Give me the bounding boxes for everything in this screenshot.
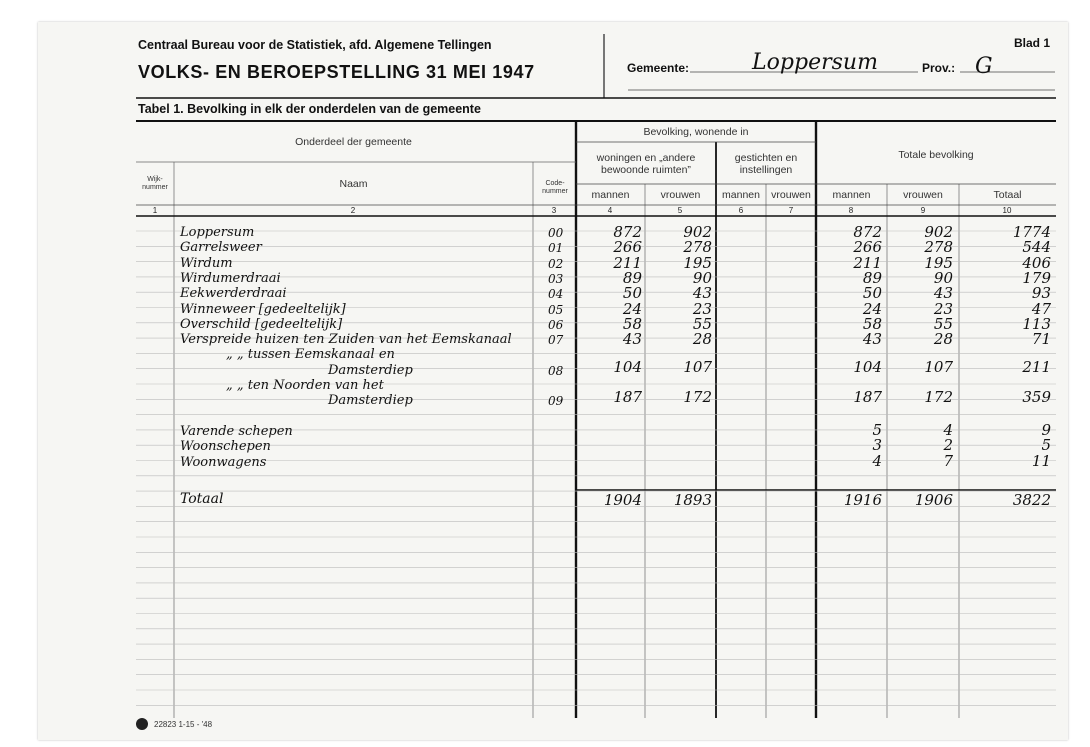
row-value-t: 5 bbox=[1041, 436, 1051, 455]
row-value-tm: 50 bbox=[862, 284, 882, 303]
row-value-t: 93 bbox=[1031, 284, 1051, 303]
cbs-logo-icon bbox=[136, 718, 148, 730]
row-value-tm: 24 bbox=[862, 299, 882, 318]
row-value-tv: 23 bbox=[933, 299, 953, 318]
row-value-tm: 872 bbox=[853, 223, 882, 241]
mannen-header-6: mannen bbox=[722, 189, 760, 201]
row-code: 02 bbox=[548, 256, 564, 271]
row-code: 01 bbox=[548, 241, 564, 256]
vrouwen-header-7: vrouwen bbox=[771, 189, 811, 201]
colnum-9: 9 bbox=[920, 206, 926, 215]
row-code: 06 bbox=[548, 317, 564, 332]
row-value-tm: 211 bbox=[853, 253, 882, 272]
province-value: G bbox=[975, 54, 993, 79]
row-value-tv: 278 bbox=[924, 238, 953, 257]
row-value-tm: 187 bbox=[853, 388, 882, 407]
naam-header: Naam bbox=[339, 178, 368, 190]
colnum-8: 8 bbox=[848, 206, 854, 215]
row-value-m: 211 bbox=[613, 253, 642, 272]
onderdeel-header: Onderdeel der gemeente bbox=[295, 136, 412, 148]
row-value-v: 107 bbox=[683, 357, 712, 376]
row-value-t: 11 bbox=[1031, 451, 1051, 470]
row-value-m: 58 bbox=[622, 314, 642, 333]
row-name: Loppersum bbox=[180, 225, 255, 240]
row-value-tm: 58 bbox=[862, 314, 882, 333]
row-value-t: 1774 bbox=[1012, 223, 1051, 241]
mannen-header-8: mannen bbox=[832, 189, 871, 201]
row-value-v: 28 bbox=[692, 330, 712, 349]
row-name-line1: „ „ tussen Eemskanaal en bbox=[226, 347, 395, 363]
row-value-tv: 902 bbox=[924, 223, 953, 241]
colnum-6: 6 bbox=[738, 206, 744, 215]
row-value-tm: 4 bbox=[872, 451, 882, 470]
row-name: Winneweer [gedeeltelijk] bbox=[180, 301, 346, 317]
colnum-3: 3 bbox=[551, 206, 557, 215]
form-footer-code: 22823 1-15 - '48 bbox=[154, 720, 213, 729]
row-value-v: 90 bbox=[692, 268, 712, 287]
row-value-t: 179 bbox=[1022, 268, 1051, 287]
row-value-tv: 172 bbox=[924, 388, 953, 407]
row-value-tm: 266 bbox=[853, 238, 882, 257]
row-value-m: 43 bbox=[622, 330, 642, 349]
row-name-line2: Damsterdiep bbox=[328, 393, 413, 409]
row-code: 03 bbox=[548, 271, 564, 286]
totale-bevolking-header: Totale bevolking bbox=[898, 149, 974, 161]
row-name: Woonwagens bbox=[180, 454, 267, 470]
row-value-tv: 55 bbox=[933, 314, 953, 333]
row-value-m: 50 bbox=[622, 284, 642, 303]
row-value-v: 43 bbox=[692, 284, 712, 303]
row-value-tm: 104 bbox=[853, 357, 882, 376]
row-value-t: 544 bbox=[1022, 238, 1051, 257]
row-value-v: 23 bbox=[692, 299, 712, 318]
row-value-t: 406 bbox=[1022, 253, 1051, 272]
gestichten-header: gestichten en instellingen bbox=[734, 152, 798, 176]
row-value-tv: 195 bbox=[924, 253, 953, 272]
row-value-m: 872 bbox=[613, 223, 642, 241]
row-name: Varende schepen bbox=[180, 423, 293, 439]
gemeente-label: Gemeente: bbox=[627, 61, 690, 75]
row-code: 08 bbox=[548, 363, 564, 378]
mannen-header-4: mannen bbox=[591, 189, 630, 201]
row-value-tv: 7 bbox=[943, 451, 953, 470]
wijk-header: Wijk-nummer bbox=[142, 176, 168, 191]
row-value-tv: 90 bbox=[933, 268, 953, 287]
row-value-t: 113 bbox=[1022, 314, 1051, 333]
row-value-tv: 43 bbox=[933, 284, 953, 303]
row-value-tm: 89 bbox=[862, 268, 882, 287]
row-name: Verspreide huizen ten Zuiden van het Eemskanaal bbox=[180, 332, 512, 348]
gemeente-value: Loppersum bbox=[752, 50, 878, 75]
colnum-2: 2 bbox=[350, 206, 356, 215]
totals-value-tm: 1916 bbox=[843, 491, 882, 509]
row-code: 04 bbox=[548, 287, 564, 302]
row-name: Garrelsweer bbox=[180, 240, 262, 256]
row-name-line2: Damsterdiep bbox=[328, 362, 413, 378]
totaal-header: Totaal bbox=[993, 189, 1022, 201]
organization-name: Centraal Bureau voor de Statistiek, afd. Algemene Tellingen bbox=[138, 38, 492, 52]
colnum-7: 7 bbox=[788, 206, 794, 215]
province-label: Prov.: bbox=[922, 61, 956, 75]
totals-value-m: 1904 bbox=[603, 491, 642, 509]
totals-value-v: 1893 bbox=[673, 491, 712, 509]
totals-value-t: 3822 bbox=[1012, 491, 1051, 509]
row-name-line1: „ „ ten Noorden van het bbox=[226, 378, 384, 393]
row-value-tm: 3 bbox=[872, 436, 882, 455]
row-value-v: 55 bbox=[692, 314, 712, 333]
row-code: 09 bbox=[548, 394, 564, 409]
colnum-1: 1 bbox=[152, 206, 158, 215]
totals-value-tv: 1906 bbox=[914, 491, 953, 509]
row-value-tv: 4 bbox=[943, 420, 953, 439]
bevolking-wonende-header: Bevolking, wonende in bbox=[643, 126, 749, 138]
row-value-tv: 28 bbox=[933, 330, 953, 349]
row-code: 00 bbox=[548, 226, 564, 240]
row-value-tm: 5 bbox=[872, 420, 882, 439]
row-value-t: 359 bbox=[1022, 388, 1051, 407]
colnum-5: 5 bbox=[677, 206, 683, 215]
sheet-number: Blad 1 bbox=[1014, 36, 1051, 50]
vrouwen-header-9: vrouwen bbox=[903, 189, 943, 201]
row-value-tv: 2 bbox=[943, 436, 953, 455]
row-name: Woonschepen bbox=[180, 439, 271, 455]
row-value-v: 195 bbox=[683, 253, 712, 272]
vrouwen-header-5: vrouwen bbox=[660, 189, 701, 201]
row-value-v: 902 bbox=[683, 223, 712, 241]
table-title: Tabel 1. Bevolking in elk der onderdelen van de gemeente bbox=[138, 102, 481, 116]
row-value-m: 104 bbox=[613, 357, 642, 376]
row-value-t: 211 bbox=[1022, 357, 1051, 376]
woningen-header: woningen en „andere bewoonde ruimten” bbox=[596, 152, 696, 176]
row-code: 05 bbox=[548, 302, 564, 317]
row-value-v: 172 bbox=[683, 388, 712, 407]
form-title: VOLKS- EN BEROEPSTELLING 31 MEI 1947 bbox=[138, 62, 535, 82]
colnum-10: 10 bbox=[1002, 206, 1012, 215]
row-value-t: 9 bbox=[1041, 420, 1051, 439]
row-name: Wirdumerdraai bbox=[180, 270, 281, 286]
row-name: Eekwerderdraai bbox=[180, 286, 287, 302]
row-value-tm: 43 bbox=[862, 330, 882, 349]
row-value-m: 187 bbox=[613, 388, 642, 407]
totals-label: Totaal bbox=[180, 491, 224, 507]
row-value-m: 24 bbox=[622, 299, 642, 318]
row-value-v: 278 bbox=[683, 238, 712, 257]
row-value-t: 47 bbox=[1031, 299, 1051, 318]
row-value-m: 89 bbox=[622, 268, 642, 287]
colnum-4: 4 bbox=[607, 206, 613, 215]
row-value-m: 266 bbox=[613, 238, 642, 257]
row-value-tv: 107 bbox=[924, 357, 953, 376]
row-code: 07 bbox=[548, 333, 564, 348]
code-header: Code-nummer bbox=[542, 180, 568, 195]
row-name: Overschild [gedeeltelijk] bbox=[180, 316, 343, 332]
row-name: Wirdum bbox=[180, 255, 233, 271]
row-value-t: 71 bbox=[1031, 330, 1051, 349]
